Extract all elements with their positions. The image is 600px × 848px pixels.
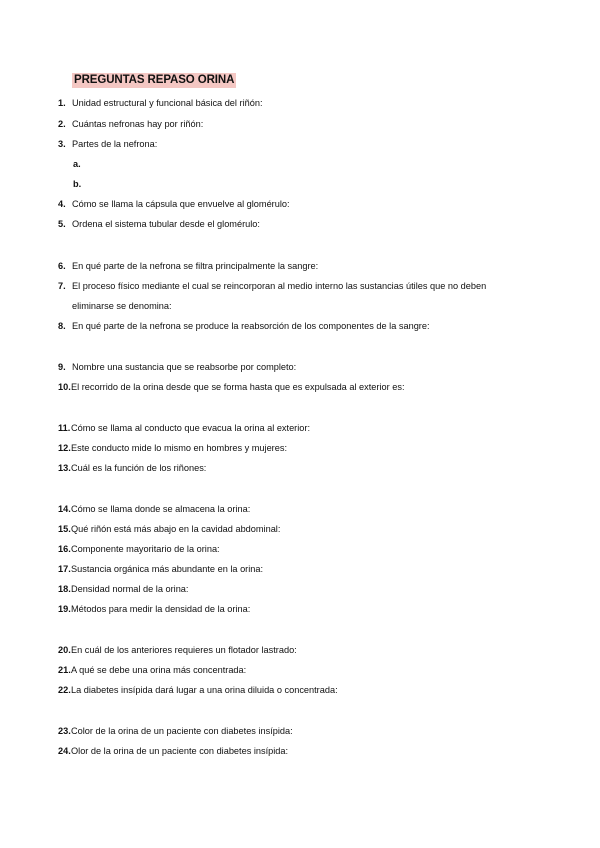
question-text: El recorrido de la orina desde que se forma hasta que es expulsada al exterior es: (71, 382, 405, 392)
question-number: 4. (58, 199, 66, 209)
question-text: Este conducto mide lo mismo en hombres y mujeres: (71, 443, 287, 453)
question-text: eliminarse se denomina: (72, 301, 172, 311)
question-number: 14. (58, 504, 71, 514)
question-number: 22. (58, 685, 71, 695)
question-number: 16. (58, 544, 71, 554)
question-text: La diabetes insípida dará lugar a una orina diluida o concentrada: (71, 685, 338, 695)
question-number: 21. (58, 665, 71, 675)
question-number: 15. (58, 524, 71, 534)
question-text: Cuántas nefronas hay por riñón: (72, 119, 204, 129)
question-text: Cómo se llama al conducto que evacua la orina al exterior: (71, 423, 311, 433)
question-number: 13. (58, 463, 71, 473)
question-number: 7. (58, 281, 66, 291)
sub-item-letter: b. (73, 179, 82, 189)
question-text: Métodos para medir la densidad de la orina: (71, 604, 251, 614)
question-text: En qué parte de la nefrona se produce la reabsorción de los componentes de la sangre: (72, 321, 430, 331)
question-text: El proceso físico mediante el cual se reincorporan al medio interno las sustancias útiles que no deben (72, 281, 487, 291)
question-text: Densidad normal de la orina: (71, 584, 189, 594)
question-text: Cómo se llama la cápsula que envuelve al glomérulo: (72, 199, 290, 209)
question-number: 9. (58, 362, 66, 372)
question-text: Color de la orina de un paciente con diabetes insípida: (71, 726, 293, 736)
question-number: 12. (58, 443, 71, 453)
question-number: 18. (58, 584, 71, 594)
question-text: Qué riñón está más abajo en la cavidad abdominal: (71, 524, 281, 534)
question-text: A qué se debe una orina más concentrada: (71, 665, 247, 675)
question-text: Cuál es la función de los riñones: (71, 463, 207, 473)
question-number: 1. (58, 98, 66, 108)
question-number: 6. (58, 261, 66, 271)
question-number: 23. (58, 726, 71, 736)
question-text: Unidad estructural y funcional básica del riñón: (72, 98, 263, 108)
question-text: Sustancia orgánica más abundante en la orina: (71, 564, 264, 574)
question-text: Cómo se llama donde se almacena la orina: (71, 504, 251, 514)
question-number: 24. (58, 746, 71, 756)
question-text: En cuál de los anteriores requieres un flotador lastrado: (71, 645, 297, 655)
sub-item-letter: a. (73, 159, 81, 169)
question-number: 3. (58, 139, 66, 149)
question-number: 2. (58, 119, 66, 129)
question-text: En qué parte de la nefrona se filtra principalmente la sangre: (72, 261, 319, 271)
question-number: 8. (58, 321, 66, 331)
question-text: Nombre una sustancia que se reabsorbe por completo: (72, 362, 297, 372)
question-number: 10. (58, 382, 71, 392)
question-number: 5. (58, 219, 66, 229)
question-text: Ordena el sistema tubular desde el glomérulo: (72, 219, 260, 229)
question-text: Olor de la orina de un paciente con diabetes insípida: (71, 746, 289, 756)
question-number: 19. (58, 604, 71, 614)
question-text: Partes de la nefrona: (72, 139, 158, 149)
question-number: 20. (58, 645, 71, 655)
document-title: PREGUNTAS REPASO ORINA (74, 74, 235, 86)
question-number: 17. (58, 564, 71, 574)
question-text: Componente mayoritario de la orina: (71, 544, 220, 554)
question-number: 11. (58, 423, 71, 433)
